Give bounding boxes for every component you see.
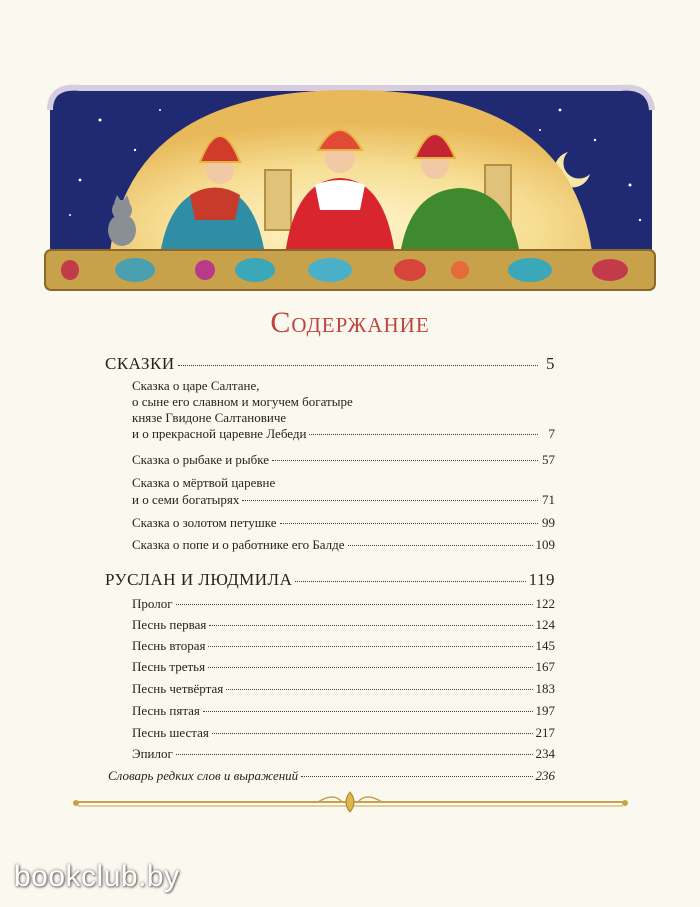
toc-entry-saltan-line3: князе Гвидоне Салтановиче xyxy=(132,410,287,425)
toc-label: Пролог xyxy=(132,596,173,611)
dot-leader xyxy=(242,500,538,501)
page-title: Содержание xyxy=(270,306,430,339)
toc-entry-prolog[interactable] xyxy=(132,596,555,612)
toc-entry-saltan-line1: Сказка о царе Салтане, xyxy=(132,378,260,393)
toc-entry-pesn4[interactable] xyxy=(132,681,555,697)
toc-entry-slovar[interactable] xyxy=(108,768,555,784)
toc-page-number: 217 xyxy=(535,725,555,740)
toc-entry-balda[interactable] xyxy=(132,537,555,553)
toc-entry-pesn6[interactable] xyxy=(132,725,555,741)
toc-page-number: 124 xyxy=(535,617,555,632)
toc-entry-pesn2[interactable] xyxy=(132,638,555,654)
dot-leader xyxy=(178,365,538,366)
toc-entry-saltan-line2: о сыне его славном и могучем богатыре xyxy=(132,394,353,409)
dot-leader xyxy=(301,776,532,777)
dot-leader xyxy=(226,689,532,690)
toc-page-number: 57 xyxy=(542,452,555,467)
dot-leader xyxy=(348,545,533,546)
toc-entry-tsarevna[interactable] xyxy=(132,492,555,508)
dot-leader xyxy=(212,733,533,734)
dot-leader xyxy=(309,434,538,435)
toc-page-number: 109 xyxy=(535,537,555,552)
toc-label: Песнь вторая xyxy=(132,638,206,653)
toc-page-number: 5 xyxy=(546,354,555,373)
toc-label: Сказка о попе и о работнике его Балде xyxy=(132,537,345,552)
dot-leader xyxy=(208,667,532,668)
dot-leader xyxy=(176,604,533,605)
toc-label: Песнь пятая xyxy=(132,703,200,718)
dot-leader xyxy=(295,581,525,582)
toc-entry-rybak[interactable] xyxy=(132,452,555,468)
toc-entry-pesn5[interactable] xyxy=(132,703,555,719)
dot-leader xyxy=(280,523,538,524)
toc-entry-epilog[interactable] xyxy=(132,746,555,762)
toc-page-number: 236 xyxy=(535,768,555,783)
toc-label: СКАЗКИ xyxy=(105,354,175,373)
header-illustration xyxy=(40,70,660,295)
toc-label: Песнь четвёртая xyxy=(132,681,224,696)
toc-page-number: 99 xyxy=(542,515,555,530)
toc-entry-saltan[interactable] xyxy=(132,426,555,442)
toc-label: Песнь шестая xyxy=(132,725,209,740)
toc-label: Песнь третья xyxy=(132,659,206,674)
toc-label: и о прекрасной царевне Лебеди xyxy=(132,426,307,441)
toc-page-number: 234 xyxy=(535,746,555,761)
toc-label: Песнь первая xyxy=(132,617,207,632)
toc-page-number: 119 xyxy=(528,570,555,589)
toc-page-number: 183 xyxy=(535,681,555,696)
toc-page-number: 122 xyxy=(535,596,555,611)
site-watermark: bookclub.by xyxy=(14,860,180,893)
ornament-divider xyxy=(68,790,633,814)
toc-label: Сказка о рыбаке и рыбке xyxy=(132,452,270,467)
toc-page-number: 197 xyxy=(535,703,555,718)
dot-leader xyxy=(272,460,538,461)
toc-entry-pesn1[interactable] xyxy=(132,617,555,633)
toc-label: РУСЛАН И ЛЮДМИЛА xyxy=(105,570,293,589)
toc-entry-petushok[interactable] xyxy=(132,515,555,531)
toc-entry-tsarevna-line1: Сказка о мёртвой царевне xyxy=(132,475,276,490)
toc-entry-skazki[interactable] xyxy=(105,356,555,372)
toc-label: Сказка о золотом петушке xyxy=(132,515,277,530)
toc-label: Эпилог xyxy=(132,746,173,761)
toc-entry-pesn3[interactable] xyxy=(132,659,555,675)
toc-page-number: 167 xyxy=(535,659,555,674)
toc-entry-ruslan[interactable] xyxy=(105,572,555,588)
dot-leader xyxy=(203,711,533,712)
toc-page-number: 71 xyxy=(542,492,555,507)
toc-page-number: 7 xyxy=(548,426,555,441)
toc-label: и о семи богатырях xyxy=(132,492,240,507)
toc-page-number: 145 xyxy=(535,638,555,653)
dot-leader xyxy=(209,625,532,626)
dot-leader xyxy=(208,646,532,647)
dot-leader xyxy=(176,754,533,755)
toc-label: Словарь редких слов и выражений xyxy=(108,768,299,783)
